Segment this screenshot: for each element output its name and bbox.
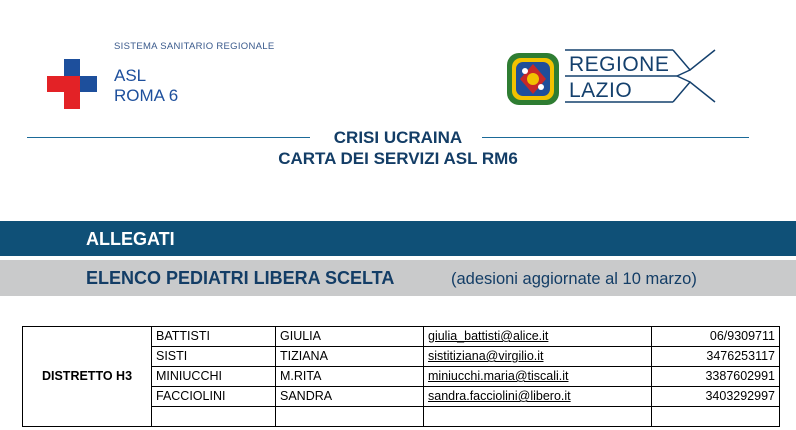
- phone-cell: 3476253117: [652, 347, 780, 367]
- phone-cell: 06/9309711: [652, 327, 780, 347]
- surname-cell: BATTISTI: [152, 327, 276, 347]
- name-cell: SANDRA: [276, 387, 424, 407]
- regione-lazio-name: [569, 52, 669, 104]
- asl-name-line2: ROMA 6: [114, 86, 179, 105]
- pediatricians-table: [22, 326, 780, 427]
- phone-cell: 3387602991: [652, 367, 780, 387]
- page-title-line2: CARTA DEI SERVIZI ASL RM6: [278, 149, 518, 168]
- surname-cell: MINIUCCHI: [152, 367, 276, 387]
- phone-cell: [652, 407, 780, 427]
- email-link: [424, 407, 652, 427]
- allegati-bar: [0, 221, 796, 256]
- name-cell: TIZIANA: [276, 347, 424, 367]
- surname-cell: FACCIOLINI: [152, 387, 276, 407]
- region-line1: REGIONE: [569, 53, 670, 76]
- elenco-note: (adesioni aggiornate al 10 marzo): [451, 270, 697, 288]
- asl-system-label: SISTEMA SANITARIO REGIONALE: [114, 41, 275, 52]
- email-link[interactable]: giulia_battisti@alice.it: [424, 327, 652, 347]
- name-cell: M.RITA: [276, 367, 424, 387]
- asl-cross-logo-icon: [47, 59, 97, 109]
- district-cell: DISTRETTO H3: [23, 327, 152, 427]
- page-title-line1: CRISI UCRAINA: [333, 128, 463, 147]
- table-row: [23, 327, 780, 347]
- allegati-heading: ALLEGATI: [86, 229, 175, 249]
- name-cell: GIULIA: [276, 327, 424, 347]
- region-line2: LAZIO: [569, 79, 633, 102]
- email-link[interactable]: sistitiziana@virgilio.it: [424, 347, 652, 367]
- elenco-bar: [0, 260, 796, 296]
- elenco-heading: ELENCO PEDIATRI LIBERA SCELTA: [86, 268, 395, 288]
- email-link[interactable]: sandra.facciolini@libero.it: [424, 387, 652, 407]
- name-cell: [276, 407, 424, 427]
- phone-cell: 3403292997: [652, 387, 780, 407]
- surname-cell: [152, 407, 276, 427]
- email-link[interactable]: miniucchi.maria@tiscali.it: [424, 367, 652, 387]
- asl-name: [114, 66, 178, 106]
- asl-name-line1: ASL: [114, 66, 147, 85]
- surname-cell: SISTI: [152, 347, 276, 367]
- regione-lazio-emblem-icon: [505, 51, 561, 107]
